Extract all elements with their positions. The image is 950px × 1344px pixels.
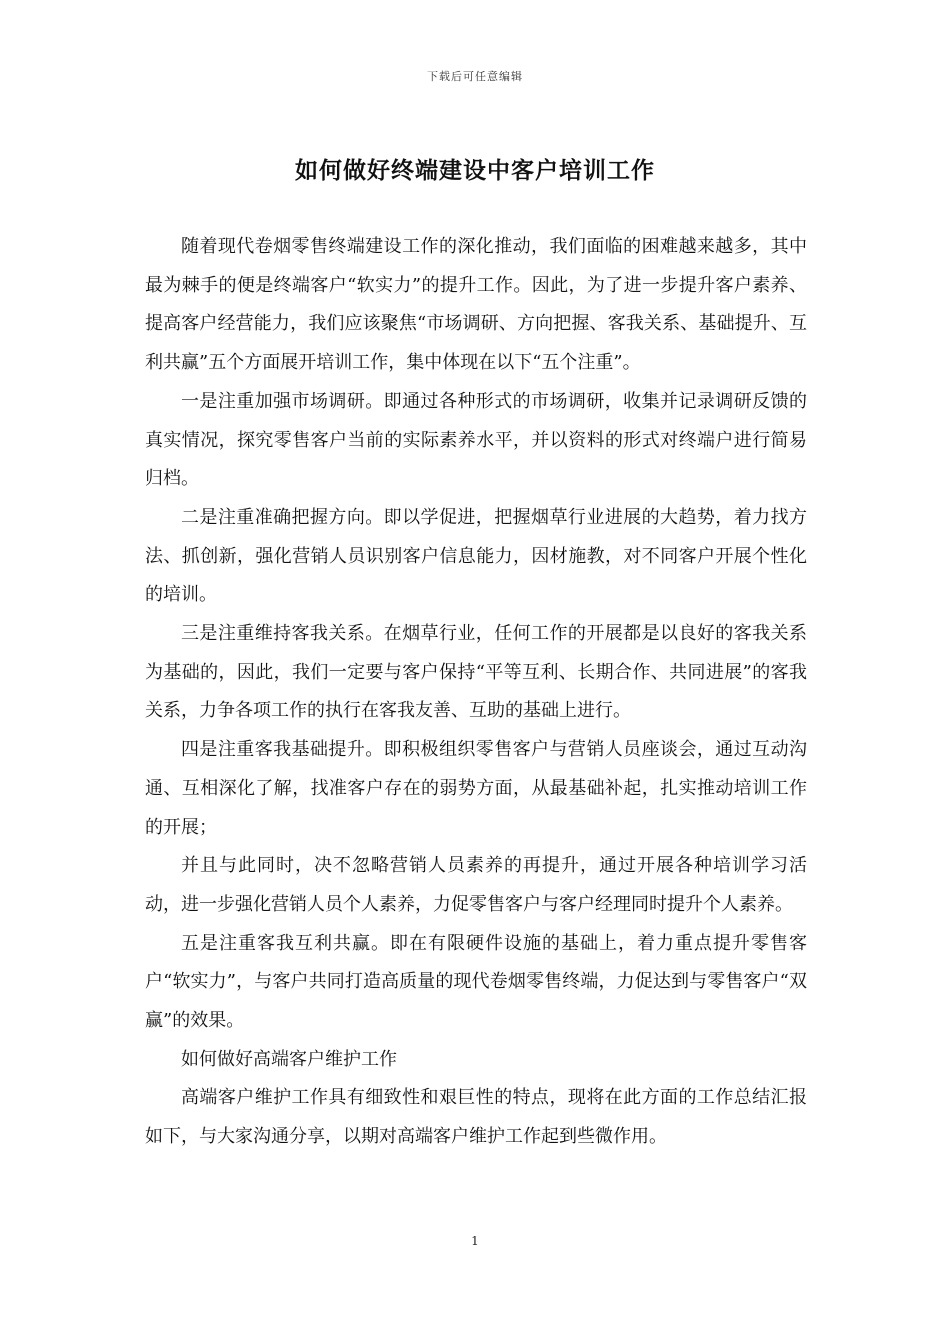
paragraph-staff-improvement: 并且与此同时，决不忽略营销人员素养的再提升，通过开展各种培训学习活动，进一步强化营销人员个人素养，力促零售客户与客户经理同时提升个人素养。 <box>145 855 807 915</box>
paragraph-intro: 随着现代卷烟零售终端建设工作的深化推动，我们面临的困难越来越多，其中最为棘手的便是终端客户“软实力”的提升工作。因此，为了进一步提升客户素养、提高客户经营能力，我们应该聚焦“市场调研、方向把握、客我关系、基础提升、互利共赢”五个方面展开培训工作，集中体现在以下“五个注重”。 <box>145 236 807 374</box>
paragraph-high-end-clients: 高端客户维护工作具有细致性和艰巨性的特点，现将在此方面的工作总结汇报如下，与大家沟通分享，以期对高端客户维护工作起到些微作用。 <box>145 1087 807 1148</box>
paragraph-foundation: 四是注重客我基础提升。即积极组织零售客户与营销人员座谈会，通过互动沟通、互相深化了解，找准客户存在的弱势方面，从最基础补起，扎实推动培训工作的开展； <box>145 739 807 838</box>
paragraph-win-win: 五是注重客我互利共赢。即在有限硬件设施的基础上，着力重点提升零售客户“软实力”，与客户共同打造高质量的现代卷烟零售终端，力促达到与零售客户“双赢”的效果。 <box>145 932 807 1032</box>
header-note: 下载后可任意编辑 <box>427 70 523 83</box>
document-body <box>145 228 807 1157</box>
paragraph-relationship: 三是注重维持客我关系。在烟草行业，任何工作的开展都是以良好的客我关系为基础的，因此，我们一定要与客户保持“平等互利、长期合作、共同进展”的客我关系，力争各项工作的执行在客我友善、互助的基础上进行。 <box>145 623 807 722</box>
page-title: 如何做好终端建设中客户培训工作 <box>295 158 655 184</box>
section-heading: 如何做好高端客户维护工作 <box>181 1048 397 1070</box>
page-number: 1 <box>471 1234 479 1248</box>
paragraph-direction: 二是注重准确把握方向。即以学促进，把握烟草行业进展的大趋势，着力找方法、抓创新，强化营销人员识别客户信息能力，因材施教，对不同客户开展个性化的培训。 <box>145 506 807 606</box>
paragraph-market-research: 一是注重加强市场调研。即通过各种形式的市场调研，收集并记录调研反馈的真实情况，探究零售客户当前的实际素养水平，并以资料的形式对终端户进行简易归档。 <box>145 390 807 490</box>
